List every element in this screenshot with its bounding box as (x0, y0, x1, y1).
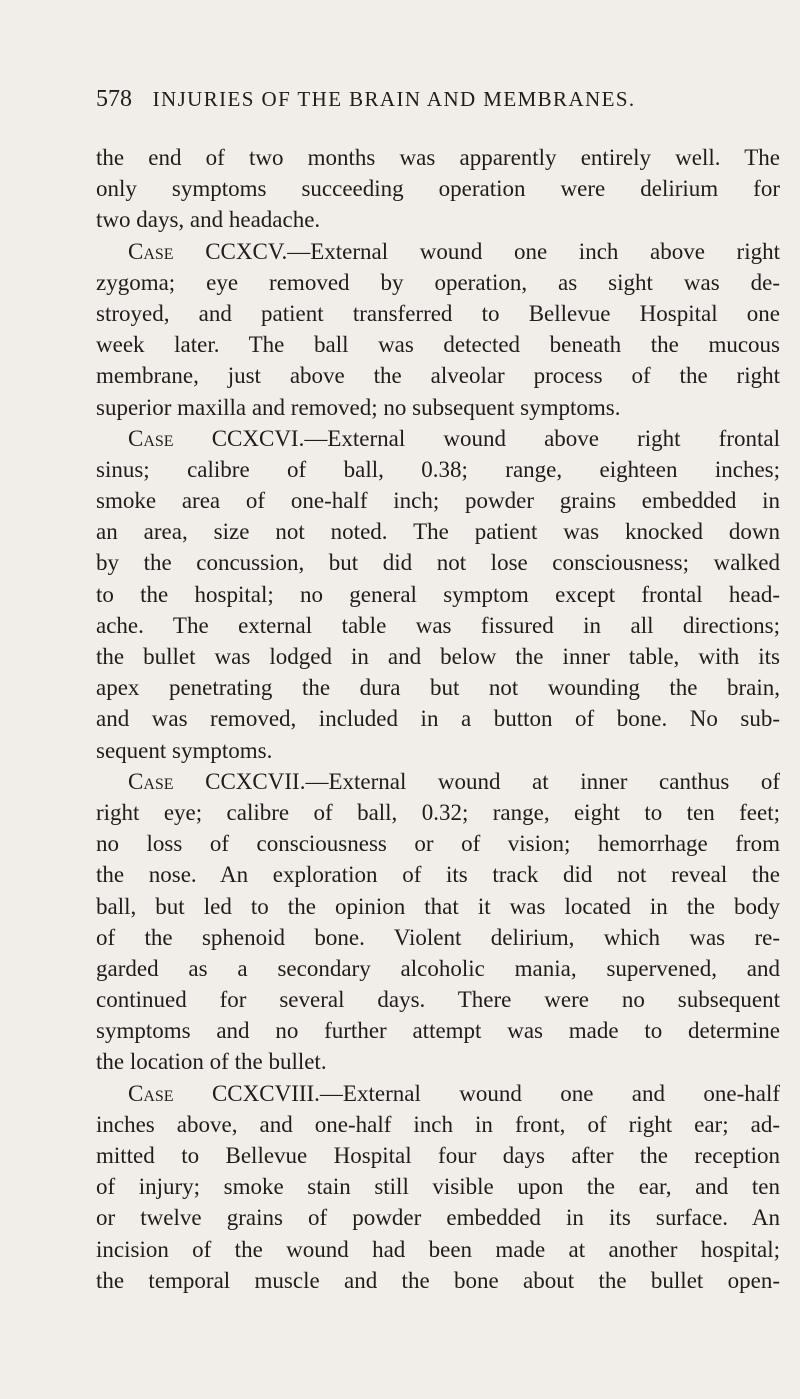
text-line (96, 828, 780, 859)
line-text: apex penetrating the dura but not wounding the brain, (96, 675, 780, 701)
case-heading-line (96, 423, 780, 454)
line-text: two days, and headache. (96, 207, 321, 233)
case-label: Case (128, 1080, 174, 1106)
text-line (96, 1046, 780, 1077)
text-line (96, 485, 780, 516)
line-text: CCXCVIII.—External wound one and one-half (173, 1080, 780, 1106)
line-text: and was removed, included in a button of bone. No sub- (96, 706, 780, 732)
text-line (96, 204, 780, 235)
line-text: the end of two months was apparently entirely well. The (96, 145, 780, 170)
page-number: 578 (96, 86, 132, 112)
line-text: an area, size not noted. The patient was knocked down (96, 519, 780, 545)
running-head-title: INJURIES OF THE BRAIN AND MEMBRANES. (152, 87, 636, 111)
text-line (96, 641, 780, 672)
text-line (96, 267, 780, 298)
line-text: inches above, and one-half inch in front, of right ear; ad- (96, 1111, 780, 1137)
text-line (96, 454, 780, 485)
line-text: CCXCVI.—External wound above right frontal (173, 425, 780, 451)
line-text: mitted to Bellevue Hospital four days after the reception (96, 1143, 780, 1168)
text-line (96, 579, 780, 610)
text-line (96, 610, 780, 641)
line-text: the location of the bullet. (96, 1049, 327, 1075)
line-text: of the sphenoid bone. Violent delirium, which was re- (96, 924, 780, 950)
text-line (96, 1234, 780, 1265)
text-line (96, 984, 780, 1015)
line-text: to the hospital; no general symptom except frontal head- (96, 581, 780, 607)
line-text: ache. The external table was fissured in all directions; (96, 612, 780, 638)
text-line (96, 1202, 780, 1233)
running-head (96, 86, 776, 116)
line-text: incision of the wound had been made at another hospital; (96, 1236, 780, 1262)
line-text: only symptoms succeeding operation were delirium for (96, 176, 780, 202)
text-line (96, 516, 780, 547)
line-text: CCXCV.—External wound one inch above right (173, 238, 780, 264)
line-text: membrane, just above the alveolar process of the right (96, 363, 780, 389)
text-line (96, 1140, 780, 1171)
line-text: CCXCVII.—External wound at inner canthus of (173, 768, 780, 794)
text-line (96, 142, 780, 173)
line-text: week later. The ball was detected beneath the mucous (96, 332, 780, 358)
line-text: the nose. An exploration of its track did not reveal the (96, 862, 780, 888)
line-text: garded as a secondary alcoholic mania, supervened, and (96, 955, 780, 981)
line-text: smoke area of one-half inch; powder grains embedded in (96, 488, 780, 514)
line-text: of injury; smoke stain still visible upon the ear, and ten (96, 1174, 780, 1200)
line-text: sinus; calibre of ball, 0.38; range, eighteen inches; (96, 456, 780, 482)
text-line (96, 360, 780, 391)
line-text: right eye; calibre of ball, 0.32; range, eight to ten feet; (96, 799, 780, 825)
text-line (96, 173, 780, 204)
text-line (96, 735, 780, 766)
text-line (96, 922, 780, 953)
line-text: no loss of consciousness or of vision; hemorrhage from (96, 831, 780, 857)
text-line (96, 547, 780, 578)
text-line (96, 891, 780, 922)
case-heading-line (96, 236, 780, 267)
text-line (96, 392, 780, 423)
line-text: or twelve grains of powder embedded in its surface. An (96, 1205, 780, 1231)
line-text: by the concussion, but did not lose consciousness; walked (96, 550, 780, 576)
line-text: sequent symptoms. (96, 737, 273, 763)
line-text: zygoma; eye removed by operation, as sight was de- (96, 269, 780, 295)
case-label: Case (128, 768, 174, 794)
case-label: Case (128, 425, 174, 451)
line-text: the temporal muscle and the bone about the bullet open- (96, 1267, 780, 1293)
text-line (96, 953, 780, 984)
body-text (96, 142, 780, 1296)
text-line (96, 1109, 780, 1140)
text-line (96, 797, 780, 828)
text-line (96, 298, 780, 329)
line-text: continued for several days. There were no subsequent (96, 987, 780, 1013)
text-line (96, 1015, 780, 1046)
text-line (96, 329, 780, 360)
line-text: the bullet was lodged in and below the inner table, with its (96, 644, 780, 669)
text-line (96, 1265, 780, 1296)
case-heading-line (96, 1078, 780, 1109)
case-heading-line (96, 766, 780, 797)
text-line (96, 859, 780, 890)
text-line (96, 703, 780, 734)
text-line (96, 1171, 780, 1202)
line-text: ball, but led to the opinion that it was located in the body (96, 893, 780, 919)
line-text: symptoms and no further attempt was made to determine (96, 1018, 780, 1044)
line-text: stroyed, and patient transferred to Bellevue Hospital one (96, 300, 780, 326)
line-text: superior maxilla and removed; no subsequent symptoms. (96, 394, 621, 420)
case-label: Case (128, 238, 174, 264)
text-line (96, 672, 780, 703)
